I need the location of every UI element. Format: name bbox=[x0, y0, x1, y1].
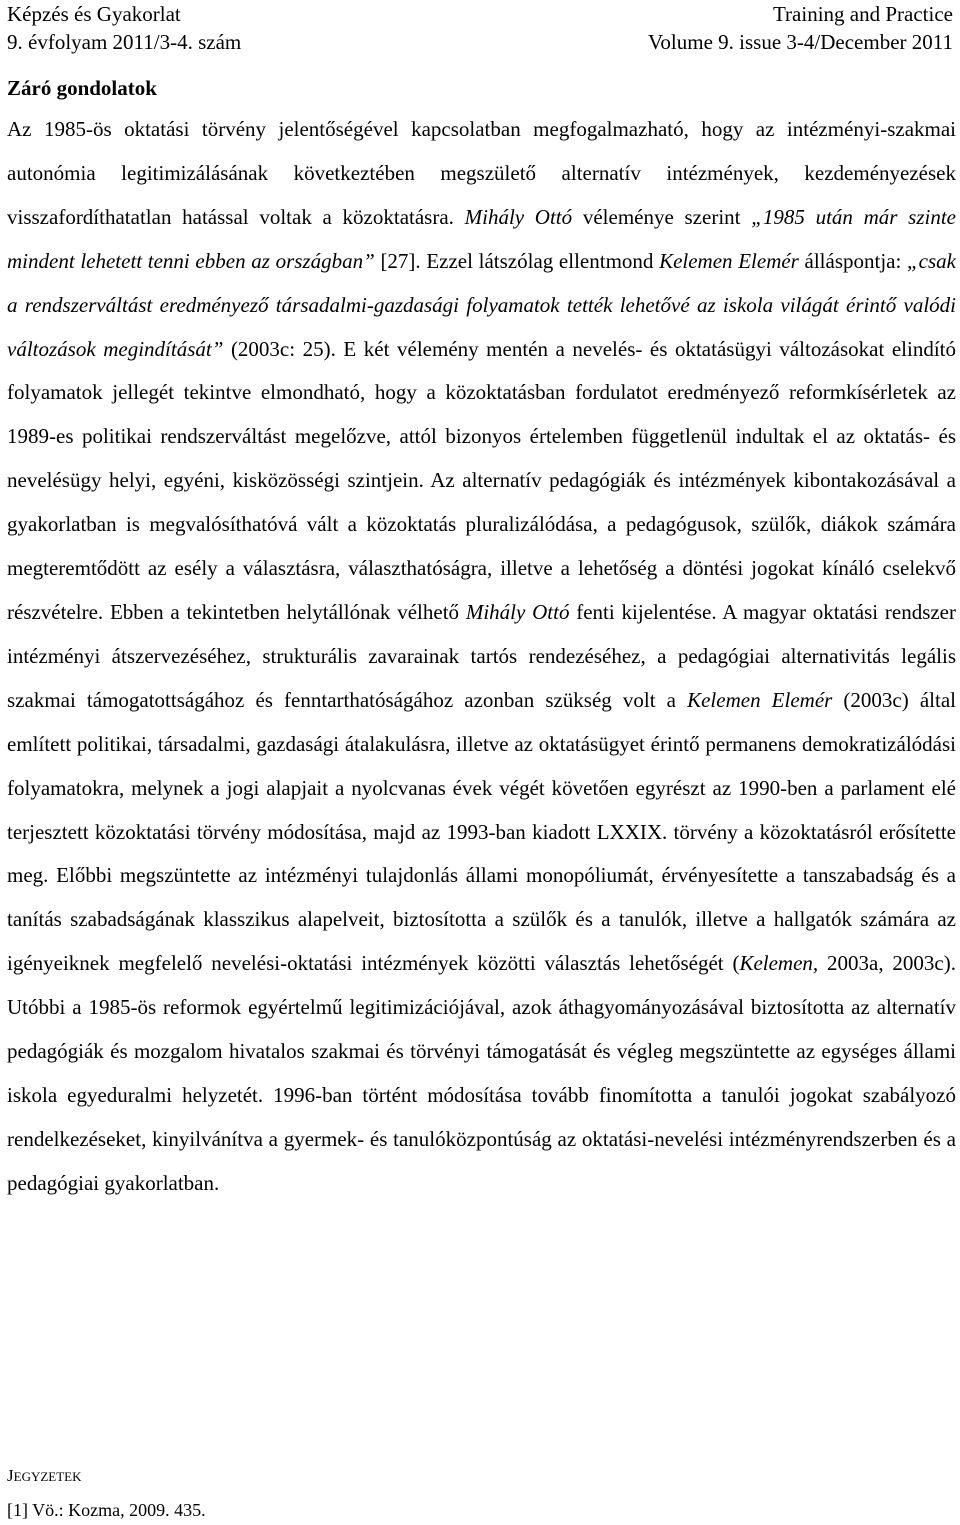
quote-run: „csak a rendszerváltást eredményező társadalmi-gazdasági folyamatok tették lehetővé az iskola világát érintő valódi változások megindítását” bbox=[7, 248, 956, 361]
volume-hu: 9. évfolyam 2011/3-4. szám bbox=[7, 30, 242, 54]
text-run: (2003c: 25). E két vélemény mentén a nevelés- és oktatásügyi változásokat elindító folyamatok jellegét tekintve elmondható, hogy a közoktatásban fordulatot eredményező reformkísérletek az 1989-es politikai rendszerváltást megelőzve, attól bizonyos értelemben függetlenül indultak el az oktatás- és nevelésügy helyi, egyéni, kisközösségi szintjein. Az alternatív pedagógiák és intézmények kibontakozásával a gyakorlatban is megvalósíthatóvá vált a közoktatás pluralizálódása, a pedagógusok, szülők, diákok számára megteremtődött az esély a választásra, választhatóságra, illetve a lehetőség a döntési jogokat kínáló cselekvő részvételre. Ebben a tekintetben helytállónak vélhető bbox=[7, 336, 956, 624]
italic-run: Kelemen Elemér bbox=[687, 687, 833, 712]
italic-run: Kelemen Elemér bbox=[659, 248, 799, 273]
body-paragraph bbox=[7, 108, 956, 1206]
footnote-item: [1] Vö.: Kozma, 2009. 435. bbox=[7, 1500, 206, 1520]
italic-run: Mihály Ottó bbox=[465, 599, 570, 624]
volume-en: Volume 9. issue 3-4/December 2011 bbox=[647, 30, 953, 54]
quote-run: „1985 után már szinte mindent lehetett tenni ebben az országban” bbox=[7, 204, 956, 273]
journal-title-en: Training and Practice bbox=[772, 2, 953, 26]
text-run: álláspontja: bbox=[798, 248, 907, 273]
text-run: 2003a, 2003c). Utóbbi a 1985-ös reformok egyértelmű legitimizációjával, azok áthagyományozásával biztosította az alternatív pedagógiák és mozgalom hivatalos szakmai és törvényi támogatását és végleg megszüntette az egységes állami iskola egyeduralmi helyzetét. 1996-ban történt módosítása tovább finomította a tanulói jogokat szabályozó rendelkezéseket, kinyilvánítva a gyermek- és tanulóközpontúság az oktatási-nevelési intézményrendszerben és a pedagógiai gyakorlatban. bbox=[7, 951, 956, 1195]
notes-heading bbox=[7, 1465, 82, 1488]
italic-run: Mihály Ottó bbox=[464, 204, 573, 229]
text-run: Az 1985-ös oktatási törvény jelentőségével kapcsolatban megfogalmazható, hogy az intézményi-szakmai autonómia legitimizálásának következtében megszülető alternatív intézmények, kezdeményezések visszafordíthatatlan hatással voltak a közoktatásra. bbox=[7, 117, 956, 229]
italic-run: Kelemen, bbox=[739, 951, 819, 976]
page-header bbox=[7, 0, 953, 60]
journal-title-hu: Képzés és Gyakorlat bbox=[7, 2, 181, 26]
text-run: (2003c) által említett politikai, társadalmi, gazdasági átalakulásra, illetve az oktatásügyet érintő permanens demokratizálódási folyamatokra, melynek a jogi alapjait a nyolcvanas évek végét követően egyrészt az 1990-ben a parlament elé terjesztett közoktatási törvény módosítása, majd az 1993-ban kiadott LXXIX. törvény a közoktatásról erősítette meg. Előbbi megszüntette az intézményi tulajdonlás állami monopóliumát, érvényesítette a tanszabadság és a tanítás szabadságának klasszikus alapelveit, biztosította a szülők és a tanulók, illetve a hallgatók számára az igényeiknek megfelelő nevelési-oktatási intézmények közötti választás lehetőségét ( bbox=[7, 687, 956, 976]
header-right bbox=[648, 0, 953, 56]
text-run: fenti kijelentése. A magyar oktatási rendszer intézményi átszervezéséhez, strukturális zavarainak tartós rendezéséhez, a pedagógiai alternativitás legális szakmai támogatottságához és fenntarthatóságához azonban szükség volt a bbox=[7, 599, 956, 712]
header-left bbox=[7, 0, 241, 56]
notes-heading-initial: J bbox=[7, 1466, 14, 1485]
text-run: [27]. Ezzel látszólag ellentmond bbox=[374, 248, 660, 273]
section-title: Záró gondolatok bbox=[7, 76, 157, 100]
text-run: véleménye szerint bbox=[572, 204, 752, 229]
notes-heading-rest: EGYZETEK bbox=[13, 1469, 82, 1484]
